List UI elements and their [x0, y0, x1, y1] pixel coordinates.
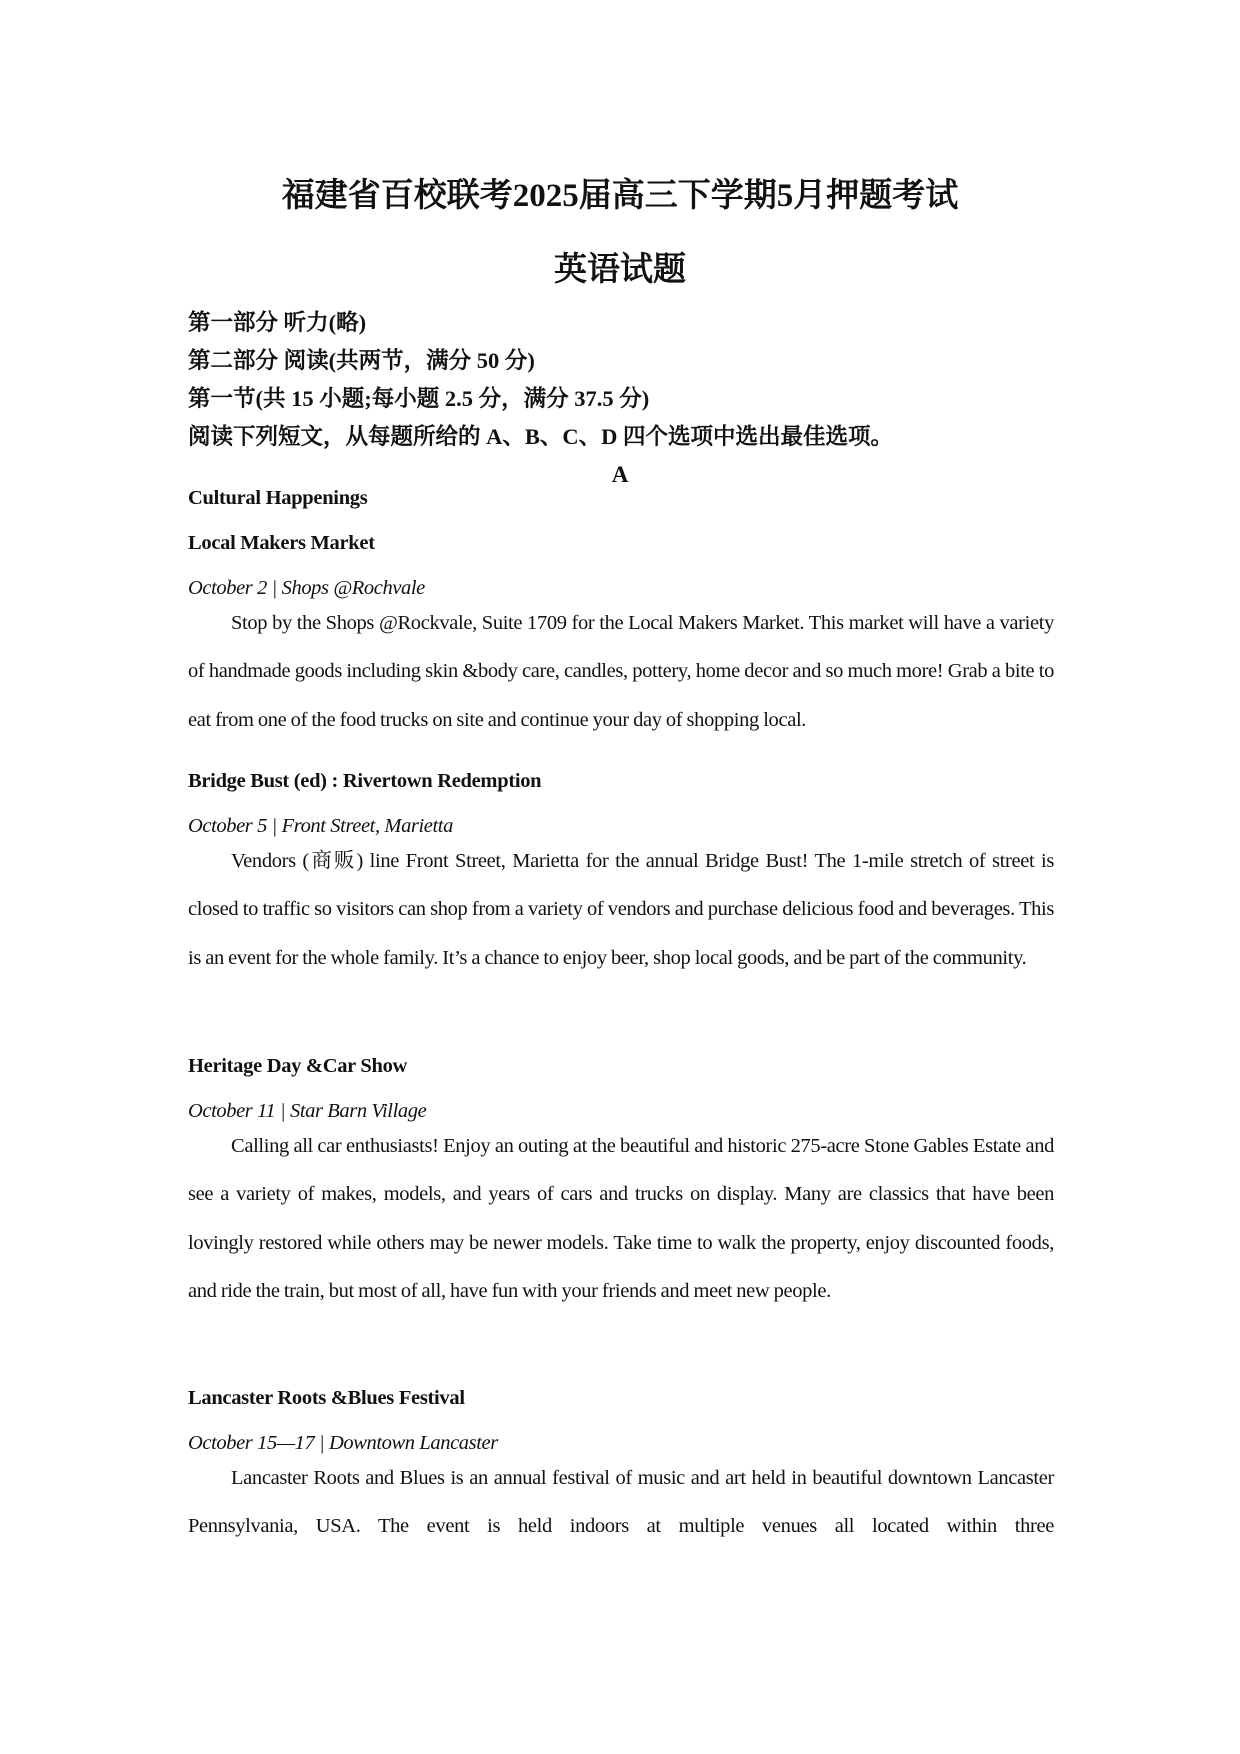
instruction-part-one: 第一部分 听力(略) [188, 310, 367, 335]
event-description: Vendors (商贩) line Front Street, Marietta for the annual Bridge Bust! The 1-mile stretch of street is closed to traffic so visitors can shop from a variety of vendors and purchase delicious food and beverages. This is an event for the whole family. It’s a chance to enjoy beer, shop local goods, and be part of the community. [188, 850, 1054, 969]
event-description: Calling all car enthusiasts! Enjoy an outing at the beautiful and historic 275-acre Stone Gables Estate and see a variety of makes, models, and years of cars and trucks on display. Many are classics that have been lovingly restored while others may be newer models. Take time to walk the property, enjoy discounted foods, and ride the train, but most of all, have fun with your friends and meet new people. [188, 1135, 1054, 1302]
event-name: Heritage Day &Car Show [188, 1055, 408, 1077]
event-dateline: October 15—17 | Downtown Lancaster [188, 1432, 498, 1454]
event-dateline: October 5 | Front Street, Marietta [188, 815, 453, 837]
event-name: Lancaster Roots &Blues Festival [188, 1387, 465, 1409]
event-description: Stop by the Shops @Rockvale, Suite 1709 for the Local Makers Market. This market will have a variety of handmade goods including skin &body care, candles, pottery, home decor and so much more! Grab a bite to eat from one of the food trucks on site and continue your day of shopping local. [188, 612, 1054, 731]
event-dateline: October 2 | Shops @Rochvale [188, 577, 425, 599]
event-name: Local Makers Market [188, 532, 375, 554]
passage-letter: A [611, 462, 629, 487]
passage-title: Cultural Happenings [188, 487, 368, 509]
exam-title: 福建省百校联考2025届高三下学期5月押题考试 [281, 178, 959, 214]
exam-subtitle: 英语试题 [554, 252, 686, 288]
event-dateline: October 11 | Star Barn Village [188, 1100, 427, 1122]
event-name: Bridge Bust (ed) : Rivertown Redemption [188, 770, 542, 792]
event-description: Lancaster Roots and Blues is an annual festival of music and art held in beautiful downtown Lancaster Pennsylvania, USA. The event is held indoors at multiple venues all located within three [188, 1467, 1054, 1538]
instruction-section-one: 第一节(共 15 小题;每小题 2.5 分，满分 37.5 分) [188, 386, 650, 411]
instruction-directions: 阅读下列短文，从每题所给的 A、B、C、D 四个选项中选出最佳选项。 [188, 424, 894, 449]
instruction-part-two: 第二部分 阅读(共两节，满分 50 分) [188, 348, 535, 373]
